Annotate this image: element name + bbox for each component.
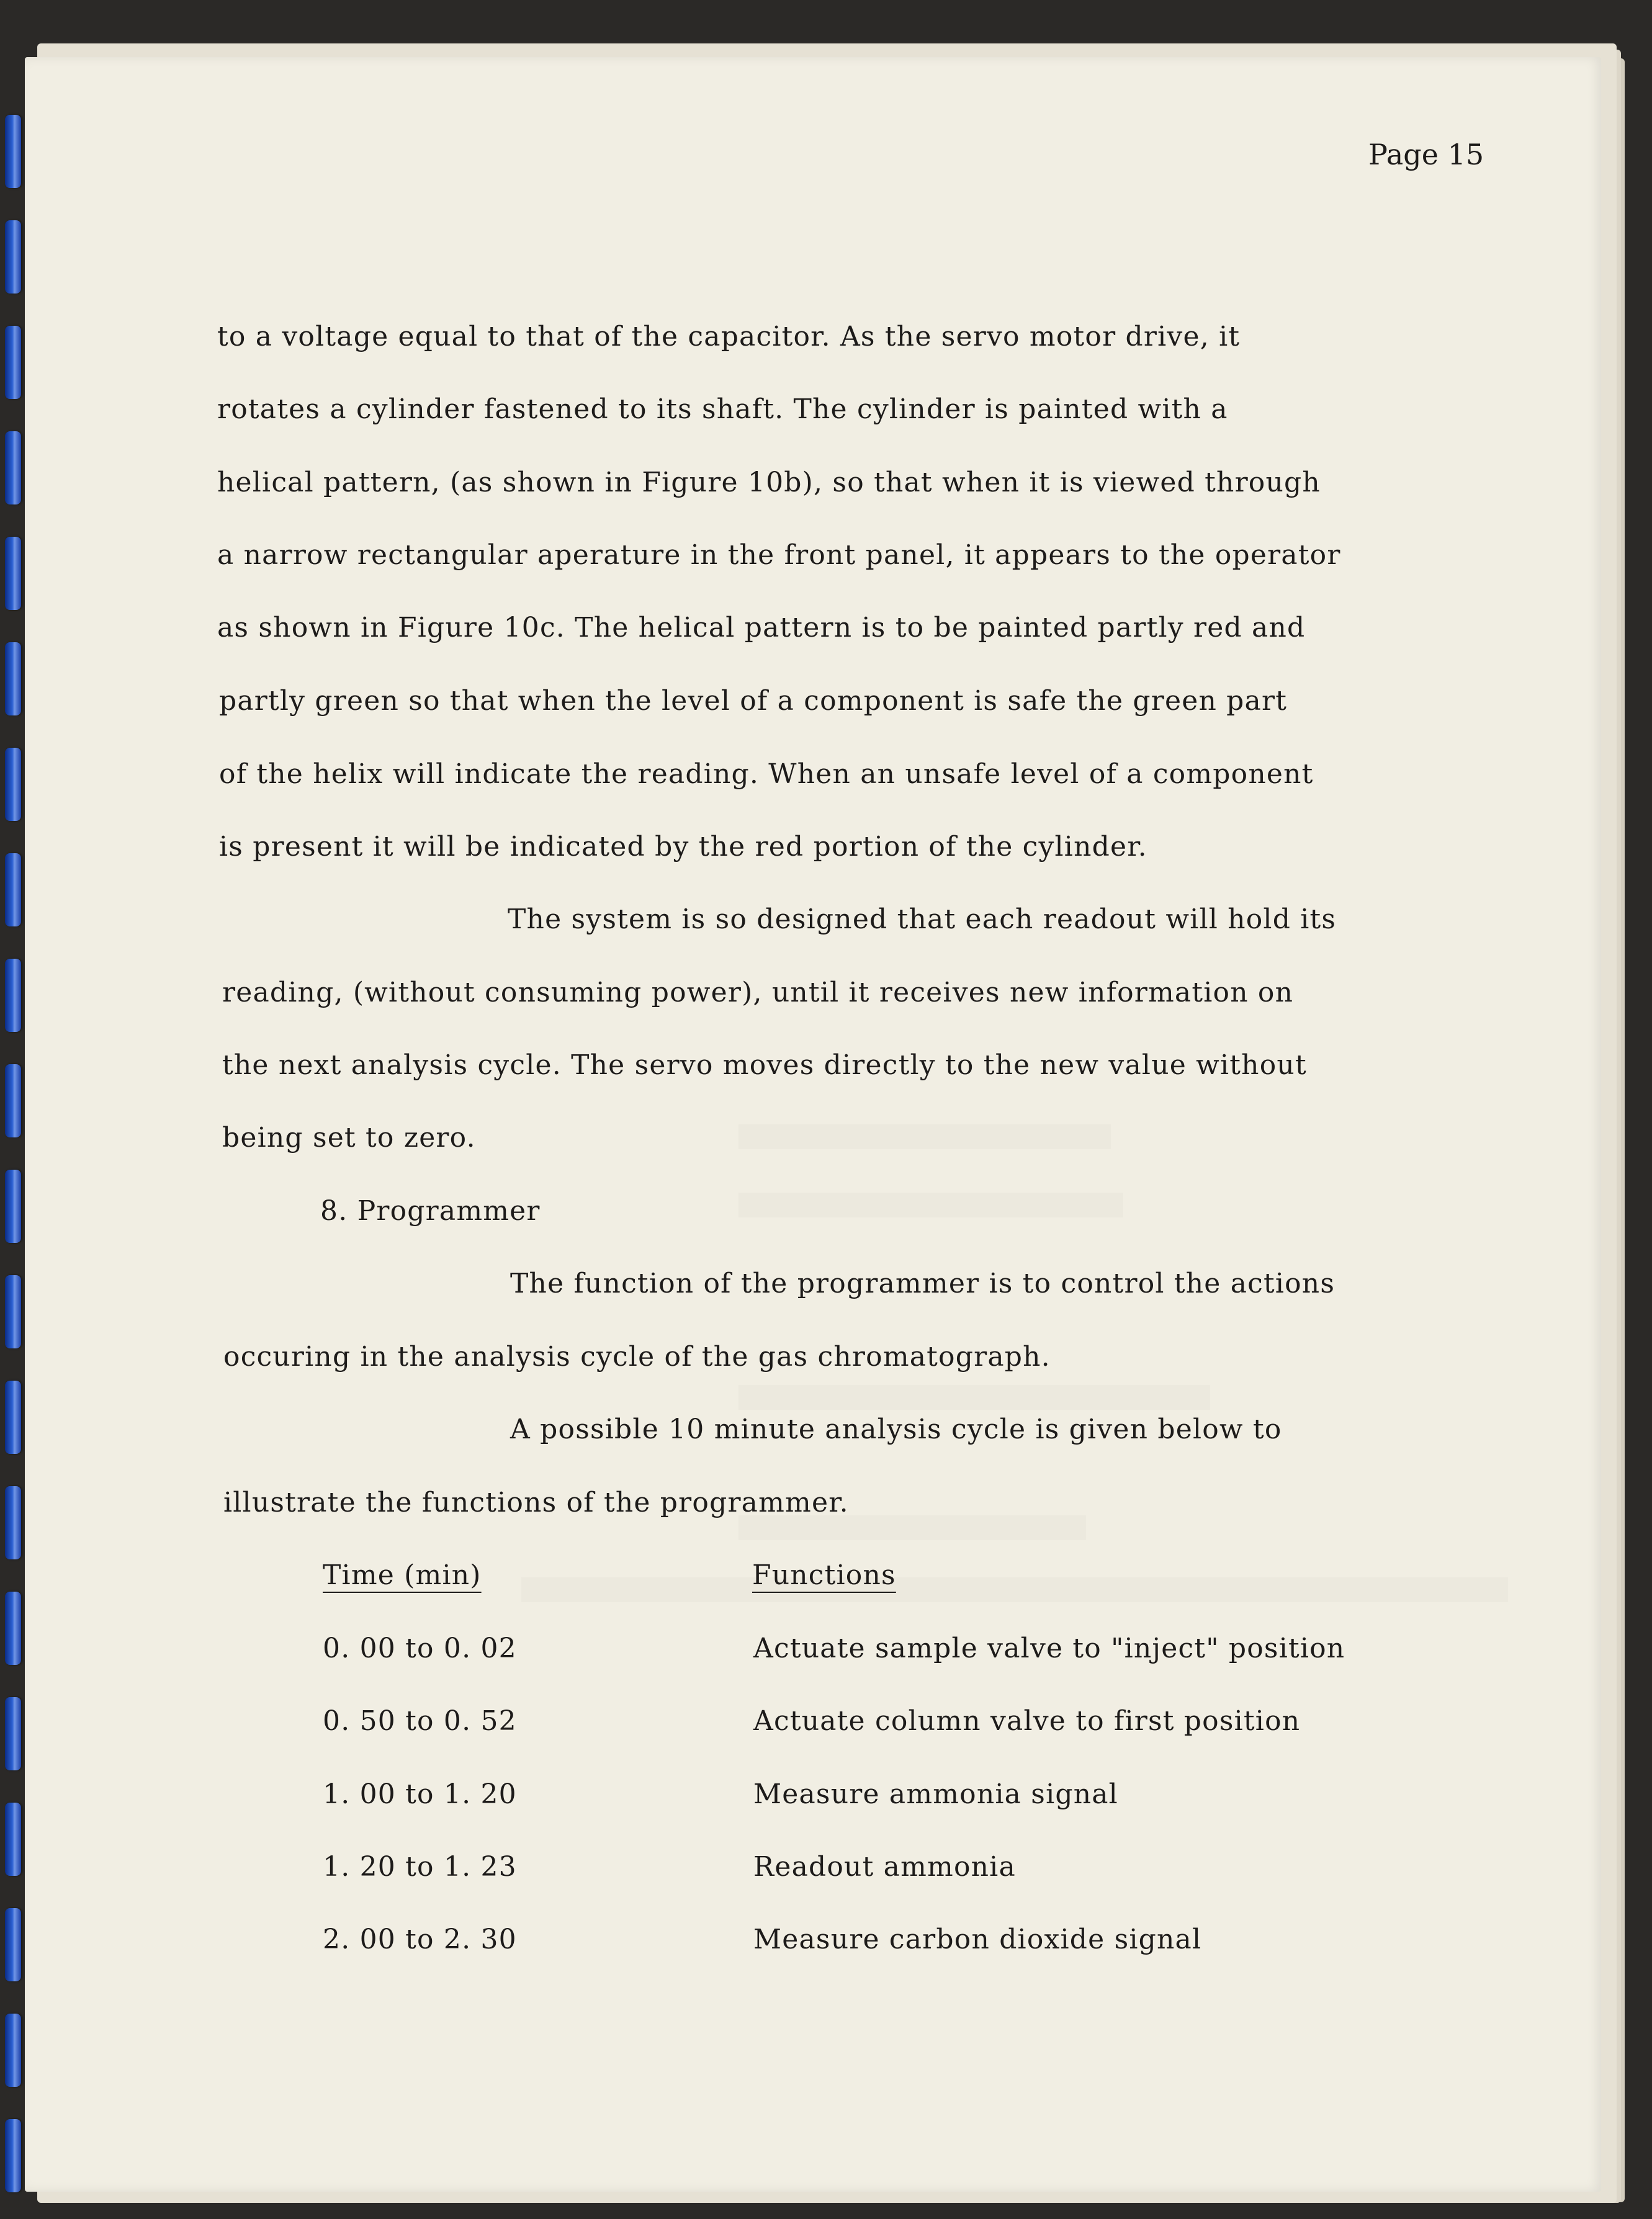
- binding-coil: [5, 1170, 21, 1243]
- binding-coil: [5, 1592, 21, 1665]
- body-line: rotates a cylinder fastened to its shaft. The cylinder is painted with a: [217, 393, 1228, 425]
- bleed-through-mark: [738, 1515, 1086, 1540]
- table-cell-time: 1. 00 to 1. 20: [323, 1778, 517, 1810]
- binding-coil: [5, 748, 21, 821]
- table-cell-function: Actuate column valve to first position: [753, 1705, 1301, 1737]
- body-line: reading, (without consuming power), until it receives new information on: [222, 977, 1294, 1008]
- binding-coil: [5, 959, 21, 1032]
- table-cell-time: 2. 00 to 2. 30: [323, 1924, 517, 1955]
- binding-coil: [5, 1486, 21, 1559]
- table-header-functions: Functions: [752, 1559, 896, 1591]
- body-line: a narrow rectangular aperature in the front panel, it appears to the operator: [217, 539, 1341, 571]
- table-cell-function: Actuate sample valve to "inject" position: [753, 1633, 1345, 1664]
- binding-coil: [5, 642, 21, 715]
- page-number: Page 15: [1368, 138, 1484, 171]
- binding-coil: [5, 1908, 21, 1981]
- table-cell-function: Measure ammonia signal: [753, 1778, 1118, 1810]
- bleed-through-mark: [521, 1577, 1508, 1602]
- body-line: is present it will be indicated by the red portion of the cylinder.: [219, 831, 1147, 863]
- body-line: helical pattern, (as shown in Figure 10b), so that when it is viewed through: [217, 467, 1321, 498]
- body-line: The function of the programmer is to control the actions: [510, 1268, 1336, 1299]
- table-header-time: Time (min): [323, 1559, 482, 1591]
- binding-coil: [5, 1697, 21, 1770]
- body-line: as shown in Figure 10c. The helical pattern is to be painted partly red and: [217, 612, 1306, 643]
- body-line: A possible 10 minute analysis cycle is given below to: [510, 1414, 1282, 1445]
- document-page: [25, 57, 1601, 2192]
- body-line: the next analysis cycle. The servo moves directly to the new value without: [222, 1049, 1307, 1081]
- table-cell-function: Readout ammonia: [753, 1851, 1016, 1883]
- binding-coil: [5, 115, 21, 188]
- bleed-through-mark: [738, 1124, 1111, 1149]
- table-cell-time: 0. 50 to 0. 52: [323, 1705, 517, 1737]
- spiral-binding: [0, 0, 38, 2219]
- binding-coil: [5, 537, 21, 610]
- body-line: The system is so designed that each readout will hold its: [508, 903, 1337, 935]
- binding-coil: [5, 2014, 21, 2087]
- binding-coil: [5, 326, 21, 399]
- binding-coil: [5, 1064, 21, 1137]
- section-heading: 8. Programmer: [320, 1195, 541, 1227]
- bleed-through-mark: [738, 1193, 1123, 1217]
- binding-coil: [5, 1803, 21, 1876]
- body-line: to a voltage equal to that of the capacitor. As the servo motor drive, it: [217, 321, 1241, 352]
- binding-coil: [5, 1381, 21, 1454]
- binding-coil: [5, 431, 21, 504]
- binding-coil: [5, 1275, 21, 1348]
- binding-coil: [5, 853, 21, 926]
- body-line: partly green so that when the level of a component is safe the green part: [219, 685, 1288, 717]
- table-cell-function: Measure carbon dioxide signal: [753, 1924, 1202, 1955]
- body-line: occuring in the analysis cycle of the gas chromatograph.: [223, 1341, 1051, 1373]
- binding-coil: [5, 220, 21, 294]
- table-cell-time: 0. 00 to 0. 02: [323, 1633, 517, 1664]
- body-line: of the helix will indicate the reading. When an unsafe level of a component: [219, 758, 1314, 790]
- binding-coil: [5, 2119, 21, 2192]
- body-line: being set to zero.: [222, 1122, 476, 1154]
- table-cell-time: 1. 20 to 1. 23: [323, 1851, 517, 1883]
- bleed-through-mark: [738, 1385, 1210, 1410]
- body-line: illustrate the functions of the programmer.: [223, 1487, 849, 1518]
